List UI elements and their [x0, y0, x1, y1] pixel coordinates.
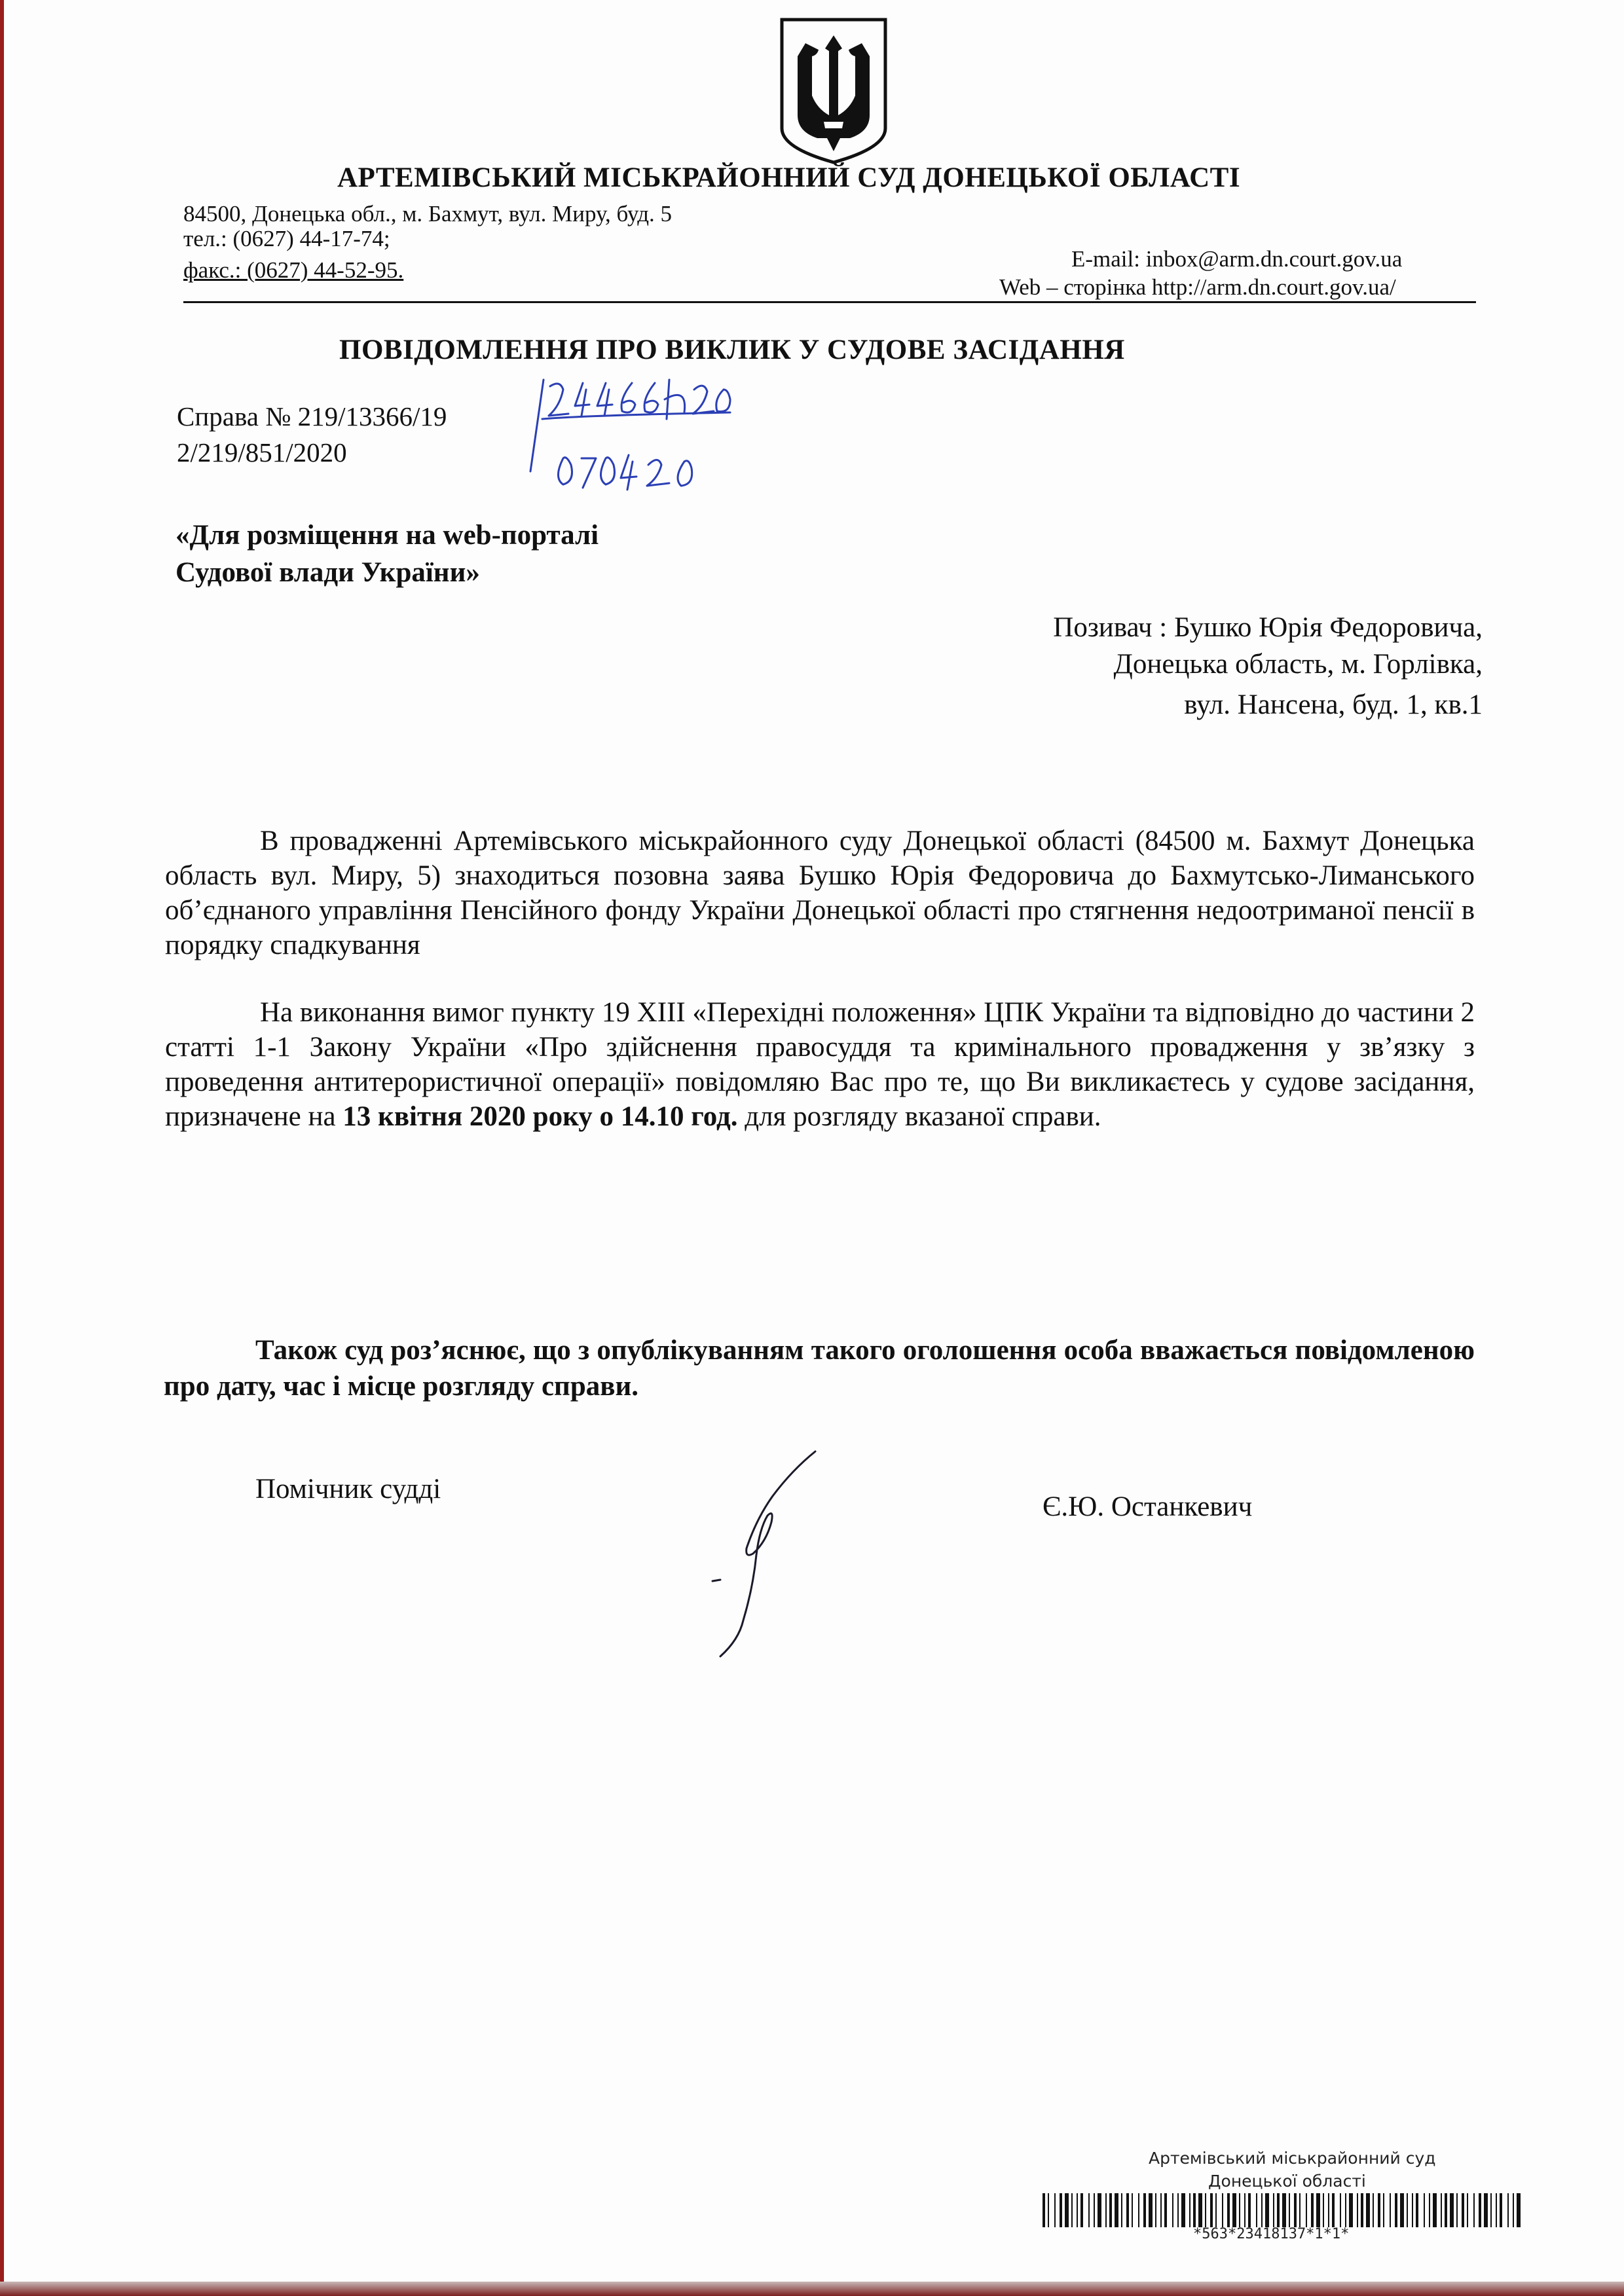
- handwritten-registration-mark: [498, 373, 760, 530]
- barcode-bar: [1261, 2193, 1263, 2227]
- barcode-bar: [1277, 2193, 1280, 2227]
- body-paragraph-2: [165, 995, 1475, 1134]
- barcode-bar: [1132, 2193, 1133, 2227]
- barcode-bar: [1282, 2193, 1286, 2227]
- court-phone: тел.: (0627) 44-17-74;: [183, 226, 390, 251]
- barcode-bar: [1265, 2193, 1269, 2227]
- plaintiff-name: Позивач : Бушко Юрія Федоровича,: [1053, 612, 1483, 643]
- barcode-bar: [1479, 2193, 1481, 2227]
- barcode-bar: [1105, 2193, 1107, 2227]
- barcode-bar: [1357, 2193, 1358, 2227]
- barcode-bar: [1395, 2193, 1397, 2227]
- barcode-bar: [1043, 2193, 1045, 2227]
- barcode-bar: [1323, 2193, 1324, 2227]
- stamp-court-region: Донецької області: [1208, 2172, 1366, 2191]
- barcode-bar: [1513, 2193, 1514, 2227]
- barcode-bar: [1366, 2193, 1370, 2227]
- barcode-bar: [1227, 2193, 1230, 2227]
- barcode-bar: [1316, 2193, 1320, 2227]
- body-paragraph-1: В провадженні Артемівського міськрайонного суду Донецької області (84500 м. Бахмут Донецька область вул. Миру, 5) знаходиться позовна заява Бушко Юрія Федоровича до Бахмутсько-Лиманського об’єднаного управління Пенсійного фонду України Донецької області про стягнення недоотриманої пенсії в порядку спадкування: [165, 826, 1475, 960]
- barcode-bar: [1121, 2193, 1122, 2227]
- document-title: ПОВІДОМЛЕННЯ ПРО ВИКЛИК У СУДОВЕ ЗАСІДАННЯ: [339, 335, 1125, 365]
- barcode-bar: [1138, 2193, 1139, 2227]
- barcode-bar: [1215, 2193, 1217, 2227]
- handwritten-signature: [694, 1444, 832, 1666]
- barcode-bar: [1390, 2193, 1391, 2227]
- barcode-bar: [1239, 2193, 1240, 2227]
- barcode-bar: [1490, 2193, 1492, 2227]
- barcode-bar: [1077, 2193, 1078, 2227]
- plaintiff-region: Донецька область, м. Горлівка,: [1113, 649, 1483, 680]
- barcode-bar: [1306, 2193, 1307, 2227]
- barcode-bar: [1383, 2193, 1384, 2227]
- paragraph-2-end: для розгляду вказаної справи.: [737, 1101, 1101, 1132]
- barcode-bar: [1109, 2193, 1112, 2227]
- barcode-bar: [1048, 2193, 1049, 2227]
- court-email: E-mail: inbox@arm.dn.court.gov.ua: [1071, 246, 1403, 272]
- scan-edge-left: [0, 0, 4, 2296]
- barcode-bar: [1210, 2193, 1213, 2227]
- barcode-icon: [1043, 2193, 1527, 2227]
- barcode-bar: [1060, 2193, 1062, 2227]
- barcode-bar: [1424, 2193, 1425, 2227]
- portal-note-line2: Судової влади України»: [175, 557, 480, 588]
- barcode-bar: [1450, 2193, 1454, 2227]
- barcode-bar: [1181, 2193, 1185, 2227]
- barcode-bar: [1189, 2193, 1190, 2227]
- barcode-bar: [1400, 2193, 1404, 2227]
- barcode-bar: [1193, 2193, 1196, 2227]
- barcode-bar: [1484, 2193, 1488, 2227]
- signer-role: Помічник судді: [255, 1474, 441, 1504]
- barcode-bar: [1164, 2193, 1167, 2227]
- barcode-bar: [1349, 2193, 1353, 2227]
- signer-name: Є.Ю. Останкевич: [1043, 1491, 1253, 1522]
- barcode-bar: [1407, 2193, 1408, 2227]
- barcode-bar: [1496, 2193, 1497, 2227]
- barcode-bar: [1416, 2193, 1418, 2227]
- barcode-bar: [1445, 2193, 1447, 2227]
- barcode-bar: [1205, 2193, 1206, 2227]
- case-internal-number: 2/219/851/2020: [177, 437, 347, 467]
- barcode-bar: [1071, 2193, 1073, 2227]
- barcode-bar: [1080, 2193, 1083, 2227]
- court-fax: факс.: (0627) 44-52-95.: [183, 257, 404, 283]
- barcode-bar: [1467, 2193, 1468, 2227]
- barcode-bar: [1244, 2193, 1246, 2227]
- barcode-bar: [1177, 2193, 1179, 2227]
- barcode-bar: [1311, 2193, 1314, 2227]
- barcode-bar: [1088, 2193, 1090, 2227]
- barcode-bar: [1222, 2193, 1223, 2227]
- barcode-bar: [1273, 2193, 1274, 2227]
- barcode-bar: [1345, 2193, 1346, 2227]
- portal-note-line1: «Для розміщення на web-порталі: [175, 520, 599, 551]
- barcode-bar: [1340, 2193, 1341, 2227]
- header-divider: [183, 301, 1476, 303]
- barcode-bar: [1429, 2193, 1430, 2227]
- barcode-bar: [1441, 2193, 1442, 2227]
- barcode-bar: [1232, 2193, 1236, 2227]
- case-number: Справа № 219/13366/19: [177, 401, 447, 431]
- barcode-bar: [1126, 2193, 1129, 2227]
- barcode-number: *563*23418137*1*1*: [1193, 2226, 1350, 2242]
- barcode-bar: [1248, 2193, 1251, 2227]
- court-website: Web – сторінка http://arm.dn.court.gov.ua/: [999, 274, 1396, 300]
- barcode-bar: [1412, 2193, 1413, 2227]
- barcode-bar: [1155, 2193, 1156, 2227]
- barcode-bar: [1094, 2193, 1095, 2227]
- barcode-bar: [1507, 2193, 1509, 2227]
- barcode-bar: [1098, 2193, 1101, 2227]
- barcode-bar: [1172, 2193, 1173, 2227]
- barcode-bar: [1328, 2193, 1329, 2227]
- court-name: АРТЕМІВСЬКИЙ МІСЬКРАЙОННИЙ СУД ДОНЕЦЬКОЇ ОБЛАСТІ: [337, 162, 1241, 193]
- barcode-bar: [1299, 2193, 1301, 2227]
- barcode-bar: [1332, 2193, 1335, 2227]
- barcode-bar: [1198, 2193, 1202, 2227]
- barcode-bar: [1289, 2193, 1290, 2227]
- barcode-bar: [1054, 2193, 1056, 2227]
- barcode-bar: [1115, 2193, 1118, 2227]
- publication-notice: Також суд роз’яснює, що з опублікуванням такого оголошення особа вважається повідомленою про дату, час і місце розгляду справи.: [164, 1335, 1475, 1402]
- hearing-date: 13 квітня 2020 року о 14.10 год.: [342, 1101, 738, 1132]
- barcode-bar: [1361, 2193, 1363, 2227]
- barcode-bar: [1378, 2193, 1380, 2227]
- barcode-bar: [1256, 2193, 1257, 2227]
- barcode-bar: [1065, 2193, 1069, 2227]
- barcode-bar: [1160, 2193, 1162, 2227]
- stamp-court-name: Артемівський міськрайонний суд: [1149, 2149, 1436, 2168]
- barcode-bar: [1294, 2193, 1297, 2227]
- barcode-bar: [1517, 2193, 1521, 2227]
- barcode-bar: [1500, 2193, 1502, 2227]
- barcode-bar: [1473, 2193, 1475, 2227]
- trident-emblem-icon: [778, 17, 889, 164]
- barcode-bar: [1433, 2193, 1437, 2227]
- plaintiff-street: вул. Нансена, буд. 1, кв.1: [1184, 689, 1483, 720]
- barcode-bar: [1149, 2193, 1153, 2227]
- barcode-bar: [1373, 2193, 1374, 2227]
- barcode-bar: [1462, 2193, 1464, 2227]
- scan-edge-bottom: [0, 2282, 1624, 2296]
- paragraph-2-text: На виконання вимог пункту 19 XIII «Перехідні положення» ЦПК України та відповідно до частини 2 статті 1-1 Закону України «Про здійснення правосуддя та кримінального провадження у зв’язку з проведення антитерористичної операції» повідомляю Вас про те, що Ви викликаєтесь у судове засідання, призначене на: [165, 997, 1475, 1132]
- barcode-bar: [1143, 2193, 1146, 2227]
- court-address: 84500, Донецька обл., м. Бахмут, вул. Миру, буд. 5: [183, 201, 673, 227]
- barcode-bar: [1456, 2193, 1458, 2227]
